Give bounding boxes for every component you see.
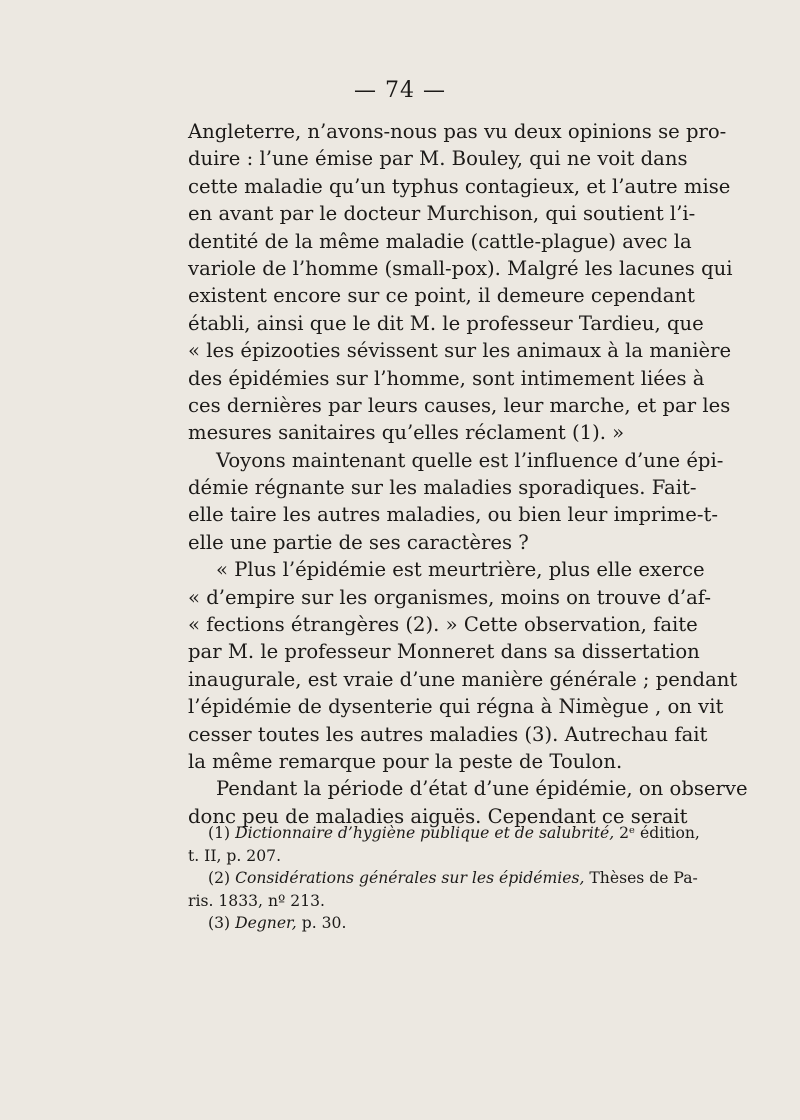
text-line: des épidémies sur l’homme, sont intimement liées à [188,366,705,390]
text-line: elle une partie de ses caractères ? [188,530,529,554]
text-line: duire : l’une émise par M. Bouley, qui ne voit dans [188,147,688,171]
page-number: — 74 — [354,78,446,103]
text-line: cesser toutes les autres maladies (3). Autrechau fait [188,722,708,746]
body-text [188,118,748,830]
text-line: dentité de la même maladie (cattle-plague) avec la [188,229,692,253]
text-line: Angleterre, n’avons-nous pas vu deux opinions se pro- [188,120,727,143]
footnote-number: (3) [208,914,231,933]
footnote-number: (1) [208,824,231,842]
footnote-continuation: t. II, p. 207. [188,846,282,865]
text-line: établi, ainsi que le dit M. le professeur Tardieu, que [188,311,704,335]
footnote-text: 2ᵉ édition, [614,824,700,842]
text-line: Voyons maintenant quelle est l’influence d’une épi- [216,448,724,472]
footnotes [188,822,700,935]
footnote-3 [208,912,654,935]
text-line: inaugurale, est vraie d’une manière générale ; pendant [188,667,738,691]
footnote-title: Degner, [235,914,297,933]
footnote-title: Considérations générales sur les épidémies, [235,869,585,888]
text-line: « Plus l’épidémie est meurtrière, plus elle exerce [216,558,705,582]
text-line: existent encore sur ce point, il demeure cependant [188,284,695,308]
text-line: démie régnante sur les maladies sporadiques. Fait- [188,476,697,500]
text-line: « les épizooties sévissent sur les animaux à la manière [188,339,732,363]
text-line: l’épidémie de dysenterie qui régna à Nimègue , on vit [188,695,724,719]
text-line: variole de l’homme (small-pox). Malgré les lacunes qui [188,256,733,280]
text-line: par M. le professeur Monneret dans sa dissertation [188,640,700,664]
footnote-title: Dictionnaire d’hygiène publique et de salubrité, [235,824,615,842]
text-line: elle taire les autres maladies, ou bien leur imprime-t- [188,503,718,527]
text-line: cette maladie qu’un typhus contagieux, et l’autre mise [188,174,731,198]
footnote-1 [208,822,700,845]
text-line: en avant par le docteur Murchison, qui soutient l’i- [188,202,696,226]
footnote-continuation: ris. 1833, nº 213. [188,891,326,910]
footnote-text: p. 30. [296,914,347,933]
text-line: ces dernières par leurs causes, leur marche, et par les [188,393,731,417]
text-line: Pendant la période d’état d’une épidémie, on observe [216,777,748,801]
text-line: mesures sanitaires qu’elles réclament (1). » [188,421,625,445]
footnote-2 [208,867,698,890]
footnote-text: Thèses de Pa- [584,869,698,888]
text-line: la même remarque pour la peste de Toulon. [188,749,623,773]
text-line: « fections étrangères (2). » Cette observation, faite [188,613,698,637]
text-line: donc peu de maladies aiguës. Cependant ce serait [188,804,688,828]
text-line: « d’empire sur les organismes, moins on trouve d’af- [188,585,711,609]
footnote-number: (2) [208,869,231,888]
